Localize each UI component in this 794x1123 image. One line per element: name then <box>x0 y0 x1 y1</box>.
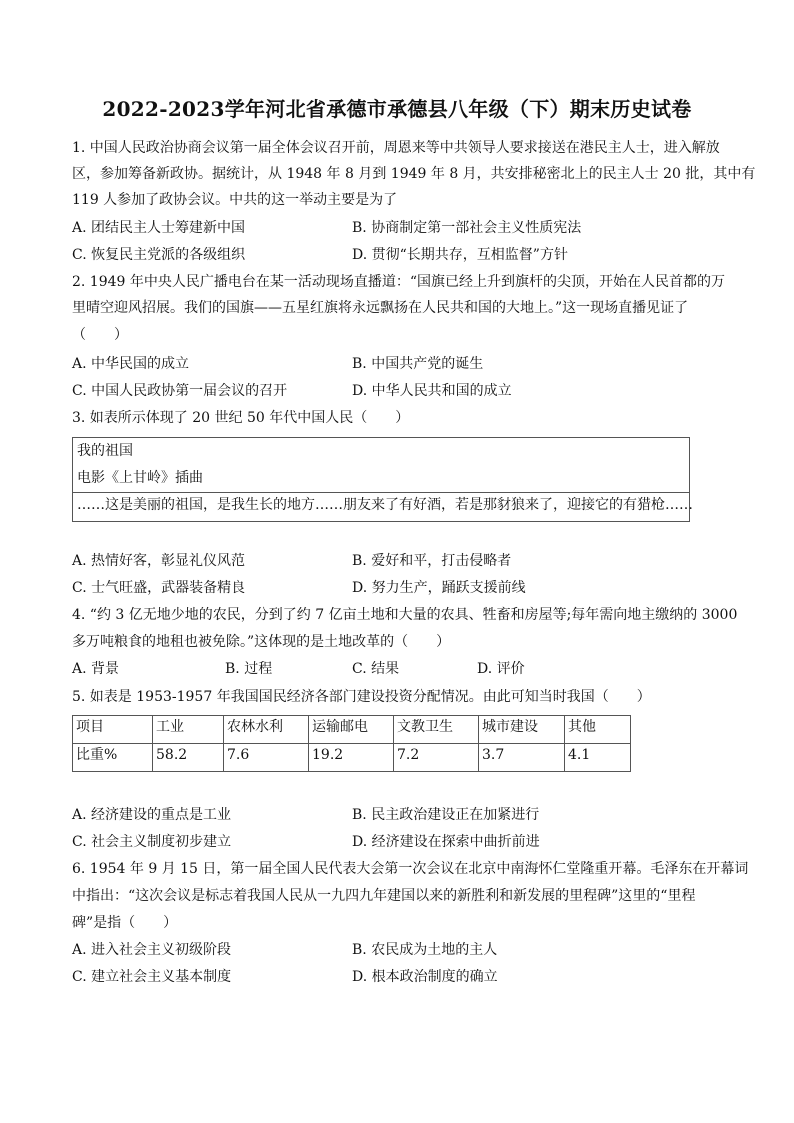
q4-option-d[interactable]: D. 评价 <box>477 661 525 677</box>
q6-option-d[interactable]: D. 根本政治制度的确立 <box>352 969 498 985</box>
q3-box-lyrics: ……这是美丽的祖国，是我生长的地方……朋友来了有好酒，若是那豺狼来了，迎接它的有猎枪…… <box>77 497 693 513</box>
q1-option-c[interactable]: C. 恢复民主党派的各级组织 <box>72 247 246 263</box>
exam-title: 2022-2023学年河北省承德市承德县八年级（下）期末历史试卷 <box>102 97 692 121</box>
q1-option-d[interactable]: D. 贯彻“长期共存，互相监督”方针 <box>352 247 568 263</box>
q2-option-a[interactable]: A. 中华民国的成立 <box>72 356 190 372</box>
table-cell: 3.7 <box>479 744 565 772</box>
q6-line-3: 碑”是指（ ） <box>72 915 178 931</box>
q4-line-1: 4. “约 3 亿无地少地的农民，分到了约 7 亿亩土地和大量的农具、牲畜和房屋等;每年需向地主缴纳的 3000 <box>72 607 738 623</box>
q3-box-song-title: 我的祖国 <box>77 443 133 459</box>
table-cell: 7.6 <box>224 744 309 772</box>
q6-option-b[interactable]: B. 农民成为土地的主人 <box>352 942 498 958</box>
table-header-cell: 农林水利 <box>224 716 309 744</box>
q6-line-1: 6. 1954 年 9 月 15 日，第一届全国人民代表大会第一次会议在北京中南海怀仁堂隆重开幕。毛泽东在开幕词 <box>72 861 749 877</box>
q1-option-a[interactable]: A. 团结民主人士筹建新中国 <box>72 220 246 236</box>
q2-line-2: 里晴空迎风招展。我们的国旗——五星红旗将永远飘扬在人民共和国的大地上。”这一现场直播见证了 <box>72 300 689 316</box>
table-header-cell: 其他 <box>565 716 631 744</box>
table-cell: 7.2 <box>394 744 479 772</box>
table-cell: 比重% <box>73 744 153 772</box>
table-header-row <box>73 716 631 744</box>
q1-line-1: 1. 中国人民政治协商会议第一届全体会议召开前，周恩来等中共领导人要求接送在港民主人士，进入解放 <box>72 140 720 156</box>
q3-option-d[interactable]: D. 努力生产，踊跃支援前线 <box>352 580 526 596</box>
q3-option-b[interactable]: B. 爱好和平，打击侵略者 <box>352 553 512 569</box>
table-header-cell: 项目 <box>73 716 153 744</box>
table-cell: 4.1 <box>565 744 631 772</box>
q2-option-b[interactable]: B. 中国共产党的诞生 <box>352 356 484 372</box>
q5-investment-table <box>72 715 631 772</box>
q3-line-1: 3. 如表所示体现了 20 世纪 50 年代中国人民（ ） <box>72 410 410 426</box>
q3-lyrics-table <box>72 437 693 522</box>
q3-box-divider <box>73 492 689 493</box>
q4-option-a[interactable]: A. 背景 <box>72 661 120 677</box>
table-cell: 19.2 <box>309 744 394 772</box>
q2-option-c[interactable]: C. 中国人民政协第一届会议的召开 <box>72 383 288 399</box>
q3-option-c[interactable]: C. 士气旺盛，武器装备精良 <box>72 580 246 596</box>
q4-option-b[interactable]: B. 过程 <box>225 661 273 677</box>
q1-line-3: 119 人参加了政协会议。中共的这一举动主要是为了 <box>72 192 398 208</box>
q3-box-song-source: 电影《上甘岭》插曲 <box>77 470 203 486</box>
q1-line-2: 区，参加筹备新政协。据统计，从 1948 年 8 月到 1949 年 8 月，共安排秘密北上的民主人士 20 批，其中有 <box>72 166 756 182</box>
q1-option-b[interactable]: B. 协商制定第一部社会主义性质宪法 <box>352 220 582 236</box>
q6-option-a[interactable]: A. 进入社会主义初级阶段 <box>72 942 232 958</box>
q3-option-a[interactable]: A. 热情好客，彰显礼仪风范 <box>72 553 246 569</box>
q4-line-2: 多万吨粮食的地租也被免除。”这体现的是土地改革的（ ） <box>72 634 451 650</box>
q5-option-a[interactable]: A. 经济建设的重点是工业 <box>72 807 232 823</box>
table-row <box>73 744 631 772</box>
q5-option-d[interactable]: D. 经济建设在探索中曲折前进 <box>352 834 540 850</box>
q4-option-c[interactable]: C. 结果 <box>352 661 400 677</box>
q5-line-1: 5. 如表是 1953-1957 年我国国民经济各部门建设投资分配情况。由此可知当时我国（ ） <box>72 689 651 705</box>
table-header-cell: 文教卫生 <box>394 716 479 744</box>
q5-option-b[interactable]: B. 民主政治建设正在加紧进行 <box>352 807 540 823</box>
q5-option-c[interactable]: C. 社会主义制度初步建立 <box>72 834 232 850</box>
table-header-cell: 城市建设 <box>479 716 565 744</box>
q2-line-3: （ ） <box>72 327 128 343</box>
table-cell: 58.2 <box>153 744 224 772</box>
q6-line-2: 中指出：“这次会议是标志着我国人民从一九四九年建国以来的新胜利和新发展的里程碑”这里的“里程 <box>72 888 696 904</box>
q2-line-1: 2. 1949 年中央人民广播电台在某一活动现场直播道：“国旗已经上升到旗杆的尖顶，开始在人民首都的万 <box>72 274 726 290</box>
q6-option-c[interactable]: C. 建立社会主义基本制度 <box>72 969 232 985</box>
table-header-cell: 运输邮电 <box>309 716 394 744</box>
table-header-cell: 工业 <box>153 716 224 744</box>
q2-option-d[interactable]: D. 中华人民共和国的成立 <box>352 383 512 399</box>
